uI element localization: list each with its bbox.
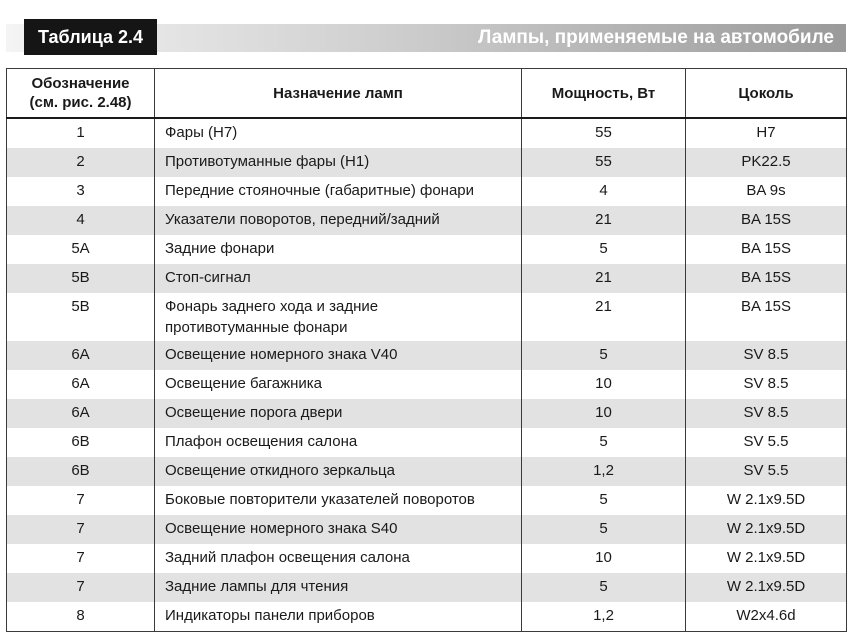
power-cell: 1,2 — [522, 457, 686, 486]
power-cell: 5 — [522, 235, 686, 264]
designation-cell: 1 — [7, 118, 155, 148]
table-row — [7, 206, 847, 235]
lamps-table — [6, 68, 847, 632]
base-cell: SV 8.5 — [686, 341, 847, 370]
base-cell: W 2.1x9.5D — [686, 544, 847, 573]
base-cell: BA 15S — [686, 264, 847, 293]
table-row — [7, 544, 847, 573]
base-cell: BA 15S — [686, 235, 847, 264]
purpose-cell: Указатели поворотов, передний/задний — [155, 206, 522, 235]
table-row — [7, 399, 847, 428]
designation-cell: 3 — [7, 177, 155, 206]
table-row — [7, 370, 847, 399]
designation-cell: 7 — [7, 544, 155, 573]
power-cell: 5 — [522, 573, 686, 602]
base-cell: W 2.1x9.5D — [686, 573, 847, 602]
purpose-cell: Освещение откидного зеркальца — [155, 457, 522, 486]
base-cell: H7 — [686, 118, 847, 148]
designation-header-line2: (см. рис. 2.48) — [29, 94, 132, 111]
base-cell: BA 15S — [686, 206, 847, 235]
table-number-label: Таблица 2.4 — [24, 19, 157, 55]
column-header-power: Мощность, Вт — [522, 69, 686, 119]
purpose-cell: Освещение порога двери — [155, 399, 522, 428]
table-row — [7, 148, 847, 177]
designation-cell: 7 — [7, 573, 155, 602]
purpose-cell: Боковые повторители указателей поворотов — [155, 486, 522, 515]
designation-cell: 6B — [7, 457, 155, 486]
table-title: Лампы, применяемые на автомобиле — [477, 27, 834, 48]
base-cell: SV 8.5 — [686, 370, 847, 399]
power-cell: 5 — [522, 486, 686, 515]
power-cell: 21 — [522, 206, 686, 235]
purpose-cell: Фары (H7) — [155, 118, 522, 148]
purpose-cell: Освещение номерного знака V40 — [155, 341, 522, 370]
purpose-cell: Плафон освещения салона — [155, 428, 522, 457]
table-row — [7, 515, 847, 544]
purpose-line: Фонарь заднего хода и задние — [165, 298, 379, 315]
column-header-purpose: Назначение ламп — [155, 69, 522, 119]
base-cell: W 2.1x9.5D — [686, 515, 847, 544]
purpose-line: противотуманные фонари — [165, 319, 348, 336]
purpose-cell: Задний плафон освещения салона — [155, 544, 522, 573]
table-row — [7, 428, 847, 457]
base-cell: SV 5.5 — [686, 428, 847, 457]
designation-cell: 4 — [7, 206, 155, 235]
table-row — [7, 293, 847, 341]
purpose-cell: Противотуманные фары (H1) — [155, 148, 522, 177]
base-cell: BA 15S — [686, 293, 847, 341]
base-cell: SV 8.5 — [686, 399, 847, 428]
base-cell: W2x4.6d — [686, 602, 847, 632]
table-row — [7, 486, 847, 515]
purpose-cell: Индикаторы панели приборов — [155, 602, 522, 632]
base-cell: PK22.5 — [686, 148, 847, 177]
power-cell: 5 — [522, 428, 686, 457]
column-header-base: Цоколь — [686, 69, 847, 119]
designation-cell: 5B — [7, 293, 155, 341]
designation-cell: 8 — [7, 602, 155, 632]
designation-cell: 5B — [7, 264, 155, 293]
designation-cell: 6A — [7, 341, 155, 370]
table-row — [7, 118, 847, 148]
base-cell: BA 9s — [686, 177, 847, 206]
table-row — [7, 573, 847, 602]
table-row — [7, 177, 847, 206]
purpose-cell: Освещение номерного знака S40 — [155, 515, 522, 544]
purpose-cell: Передние стояночные (габаритные) фонари — [155, 177, 522, 206]
power-cell: 4 — [522, 177, 686, 206]
designation-cell: 5A — [7, 235, 155, 264]
column-header-row — [7, 69, 847, 119]
base-cell: SV 5.5 — [686, 457, 847, 486]
purpose-cell: Освещение багажника — [155, 370, 522, 399]
purpose-cell: Стоп-сигнал — [155, 264, 522, 293]
column-header-designation — [7, 69, 155, 119]
designation-cell: 6A — [7, 370, 155, 399]
power-cell: 55 — [522, 148, 686, 177]
designation-header-line1: Обозначение — [31, 75, 130, 92]
power-cell: 55 — [522, 118, 686, 148]
designation-cell: 7 — [7, 486, 155, 515]
table-row — [7, 602, 847, 632]
base-cell: W 2.1x9.5D — [686, 486, 847, 515]
power-cell: 10 — [522, 544, 686, 573]
purpose-cell: Задние фонари — [155, 235, 522, 264]
table-row — [7, 341, 847, 370]
power-cell: 10 — [522, 399, 686, 428]
table-row — [7, 235, 847, 264]
power-cell: 5 — [522, 341, 686, 370]
power-cell: 21 — [522, 293, 686, 341]
designation-cell: 2 — [7, 148, 155, 177]
power-cell: 1,2 — [522, 602, 686, 632]
purpose-cell — [155, 293, 522, 341]
purpose-cell: Задние лампы для чтения — [155, 573, 522, 602]
power-cell: 10 — [522, 370, 686, 399]
power-cell: 21 — [522, 264, 686, 293]
table-row — [7, 457, 847, 486]
power-cell: 5 — [522, 515, 686, 544]
designation-cell: 6A — [7, 399, 155, 428]
table-row — [7, 264, 847, 293]
designation-cell: 7 — [7, 515, 155, 544]
designation-cell: 6B — [7, 428, 155, 457]
table-header-banner — [6, 14, 846, 62]
